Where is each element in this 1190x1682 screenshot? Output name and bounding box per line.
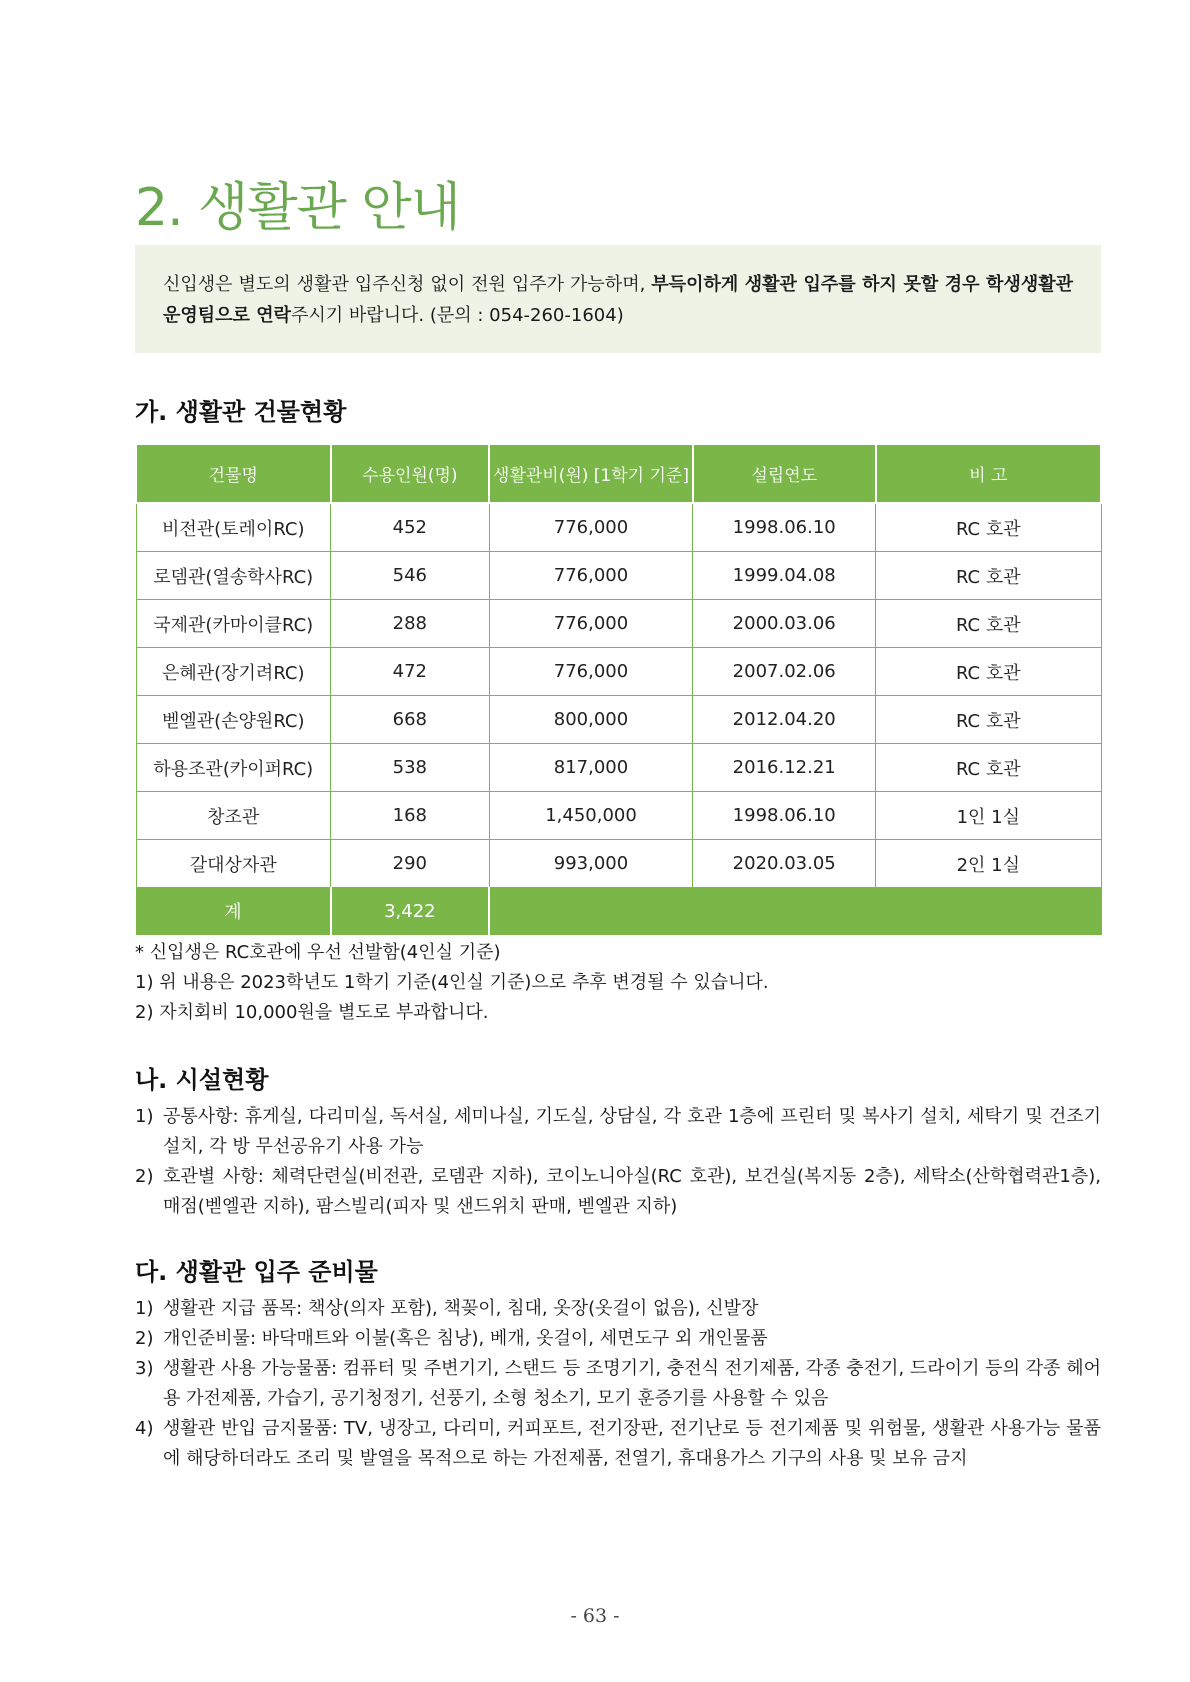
table-cell: 776,000 [489, 648, 693, 696]
table-row [136, 792, 1101, 840]
note-line: 2) 자치회비 10,000원을 별도로 부과합니다. [135, 1002, 489, 1023]
section-heading-buildings: 가. 생활관 건물현황 [135, 398, 347, 426]
notice-text: 신입생은 별도의 생활관 입주신청 없이 전원 입주가 가능하며, [163, 274, 652, 295]
table-row [136, 552, 1101, 600]
table-cell: 비전관(토레이RC) [136, 503, 331, 552]
table-cell: 776,000 [489, 503, 693, 552]
table-row [136, 600, 1101, 648]
list-item [135, 1324, 1101, 1354]
table-cell: RC 호관 [876, 696, 1101, 744]
list-item [135, 1102, 1101, 1162]
table-cell: 벧엘관(손양원RC) [136, 696, 331, 744]
supplies-list [135, 1294, 1101, 1474]
table-cell: RC 호관 [876, 503, 1101, 552]
table-cell: 하용조관(카이퍼RC) [136, 744, 331, 792]
table-cell: 창조관 [136, 792, 331, 840]
table-row [136, 648, 1101, 696]
table-cell: 1인 1실 [876, 792, 1101, 840]
list-item [135, 1162, 1101, 1222]
table-cell: 776,000 [489, 600, 693, 648]
table-cell: 1,450,000 [489, 792, 693, 840]
table-cell: 668 [331, 696, 490, 744]
table-cell: RC 호관 [876, 744, 1101, 792]
list-item [135, 1354, 1101, 1414]
list-item-number: 2) [135, 1328, 154, 1349]
note-line: * 신입생은 RC호관에 우선 선발함(4인실 기준) [135, 942, 501, 963]
notice-box [135, 245, 1101, 353]
buildings-table [135, 443, 1102, 935]
notice-text-end: 주시기 바랍니다. [290, 305, 430, 326]
table-cell: 776,000 [489, 552, 693, 600]
section-heading-supplies: 다. 생활관 입주 준비물 [135, 1258, 378, 1286]
table-cell: 452 [331, 503, 490, 552]
table-header-cell: 비 고 [876, 444, 1101, 503]
table-header-cell: 건물명 [136, 444, 331, 503]
table-total-row [136, 888, 1101, 935]
table-header-cell: 설립연도 [693, 444, 876, 503]
table-cell: 472 [331, 648, 490, 696]
table-cell: 은혜관(장기려RC) [136, 648, 331, 696]
notice-bold-text: 부득이하게 생활관 입주를 하지 못할 경우 학생생활관 운영팀으로 연락 [163, 274, 1073, 326]
list-item-number: 4) [135, 1418, 154, 1439]
table-cell: 로뎀관(열송학사RC) [136, 552, 331, 600]
table-cell: 288 [331, 600, 490, 648]
list-item-text: 호관별 사항: 체력단련실(비전관, 로뎀관 지하), 코이노니아실(RC 호관), 보건실(복지동 2층), 세탁소(산학협력관1층), 매점(벧엘관 지하), 팜스빌리(피자 및 샌드위치 판매, 벧엘관 지하) [163, 1166, 1101, 1217]
table-cell: 993,000 [489, 840, 693, 888]
table-cell: 국제관(카마이클RC) [136, 600, 331, 648]
page-number: - 63 - [570, 1605, 620, 1627]
notice-contact: (문의 : 054-260-1604) [429, 305, 624, 326]
total-label: 계 [136, 888, 331, 935]
table-row [136, 744, 1101, 792]
table-cell: 1998.06.10 [693, 792, 876, 840]
table-cell: 2007.02.06 [693, 648, 876, 696]
table-cell: 2016.12.21 [693, 744, 876, 792]
list-item [135, 1294, 1101, 1324]
list-item-text: 개인준비물: 바닥매트와 이불(혹은 침낭), 베개, 옷걸이, 세면도구 외 개인물품 [163, 1328, 768, 1349]
table-cell: 1999.04.08 [693, 552, 876, 600]
table-cell: 2020.03.05 [693, 840, 876, 888]
table-cell: 2000.03.06 [693, 600, 876, 648]
table-cell: 538 [331, 744, 490, 792]
note-line: 1) 위 내용은 2023학년도 1학기 기준(4인실 기준)으로 추후 변경될 수 있습니다. [135, 972, 769, 993]
list-item-number: 1) [135, 1106, 154, 1127]
table-cell: 2인 1실 [876, 840, 1101, 888]
table-header-cell: 생활관비(원) [1학기 기준] [489, 444, 693, 503]
list-item-number: 1) [135, 1298, 154, 1319]
list-item-text: 공통사항: 휴게실, 다리미실, 독서실, 세미나실, 기도실, 상담실, 각 호관 1층에 프린터 및 복사기 설치, 세탁기 및 건조기 설치, 각 방 무선공유기 사용 가능 [163, 1106, 1101, 1157]
table-cell: 800,000 [489, 696, 693, 744]
table-cell: RC 호관 [876, 600, 1101, 648]
page-title: 2. 생활관 안내 [135, 177, 460, 238]
table-notes [135, 938, 769, 1028]
total-value: 3,422 [331, 888, 490, 935]
table-cell: 갈대상자관 [136, 840, 331, 888]
facilities-list [135, 1102, 1101, 1222]
table-row [136, 503, 1101, 552]
list-item [135, 1414, 1101, 1474]
table-cell: 290 [331, 840, 490, 888]
table-row [136, 696, 1101, 744]
table-cell: 1998.06.10 [693, 503, 876, 552]
section-heading-facilities: 나. 시설현황 [135, 1066, 269, 1094]
table-cell: 817,000 [489, 744, 693, 792]
list-item-number: 2) [135, 1166, 154, 1187]
list-item-text: 생활관 반입 금지물품: TV, 냉장고, 다리미, 커피포트, 전기장판, 전기난로 등 전기제품 및 위험물, 생활관 사용가능 물품에 해당하더라도 조리 및 발열을 목적으로 하는 가전제품, 전열기, 휴대용가스 기구의 사용 및 보유 금지 [163, 1418, 1101, 1469]
table-cell: RC 호관 [876, 552, 1101, 600]
table-header-row [136, 444, 1101, 503]
total-empty-cell [489, 888, 1101, 935]
table-cell: 546 [331, 552, 490, 600]
list-item-number: 3) [135, 1358, 154, 1379]
table-header-cell: 수용인원(명) [331, 444, 490, 503]
table-row [136, 840, 1101, 888]
list-item-text: 생활관 지급 품목: 책상(의자 포함), 책꽂이, 침대, 옷장(옷걸이 없음), 신발장 [163, 1298, 759, 1319]
table-cell: 168 [331, 792, 490, 840]
table-cell: RC 호관 [876, 648, 1101, 696]
list-item-text: 생활관 사용 가능물품: 컴퓨터 및 주변기기, 스탠드 등 조명기기, 충전식 전기제품, 각종 충전기, 드라이기 등의 각종 헤어용 가전제품, 가습기, 공기청정기, 선풍기, 소형 청소기, 모기 훈증기를 사용할 수 있음 [163, 1358, 1101, 1409]
table-cell: 2012.04.20 [693, 696, 876, 744]
